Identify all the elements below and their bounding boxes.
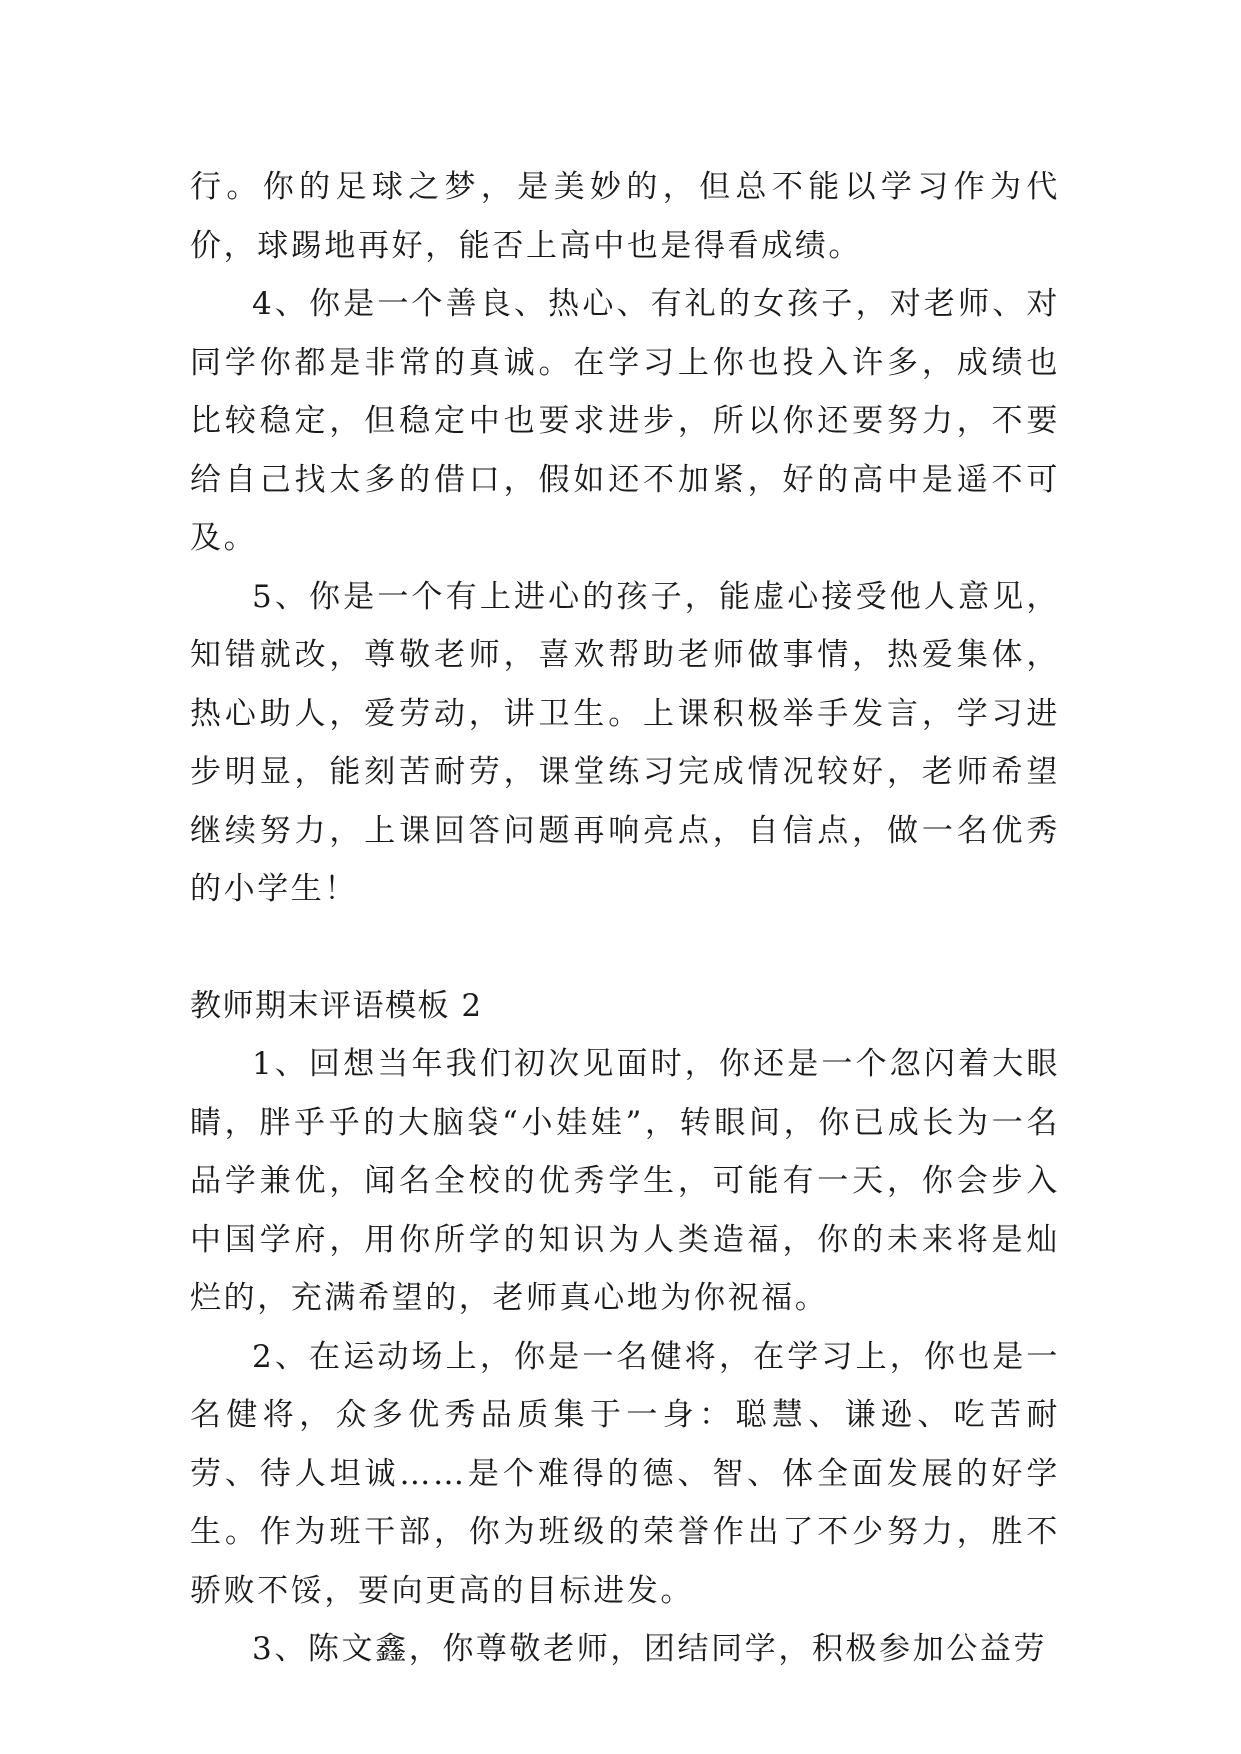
paragraph-continued: 行。你的足球之梦，是美妙的，但总不能以学习作为代价，球踢地再好，能否上高中也是得看成绩。 xyxy=(190,169,1060,264)
paragraph-comment-2: 2、在运动场上，你是一名健将，在学习上，你也是一名健将，众多优秀品质集于一身：聪慧、谦逊、吃苦耐劳、待人坦诚……是个难得的德、智、体全面发展的好学生。作为班干部，你为班级的荣誉作出了不少努力，胜不骄败不馁，要向更高的目标进发。 xyxy=(190,1338,1060,1609)
document-page xyxy=(190,158,1060,1679)
paragraph-comment-4: 4、你是一个善良、热心、有礼的女孩子，对老师、对同学你都是非常的真诚。在学习上你也投入许多，成绩也比较稳定，但稳定中也要求进步，所以你还要努力，不要给自己找太多的借口，假如还不加紧，好的高中是遥不可及。 xyxy=(190,286,1060,556)
paragraph-comment-5: 5、你是一个有上进心的孩子，能虚心接受他人意见，知错就改，尊敬老师，喜欢帮助老师做事情，热爱集体，热心助人，爱劳动，讲卫生。上课积极举手发言，学习进步明显，能刻苦耐劳，课堂练习完成情况较好，老师希望继续努力，上课回答问题再响亮点，自信点，做一名优秀的小学生！ xyxy=(190,578,1060,907)
section-heading: 教师期末评语模板 2 xyxy=(190,987,483,1024)
paragraph-comment-1: 1、回想当年我们初次见面时，你还是一个忽闪着大眼睛，胖乎乎的大脑袋“小娃娃”，转眼间，你已成长为一名品学兼优，闻名全校的优秀学生，可能有一天，你会步入中国学府，用你所学的知识为人类造福，你的未来将是灿烂的，充满希望的，老师真心地为你祝福。 xyxy=(190,1046,1060,1316)
paragraph-comment-3: 3、陈文鑫，你尊敬老师，团结同学，积极参加公益劳 xyxy=(252,1631,1048,1667)
section-gap xyxy=(190,919,1060,977)
